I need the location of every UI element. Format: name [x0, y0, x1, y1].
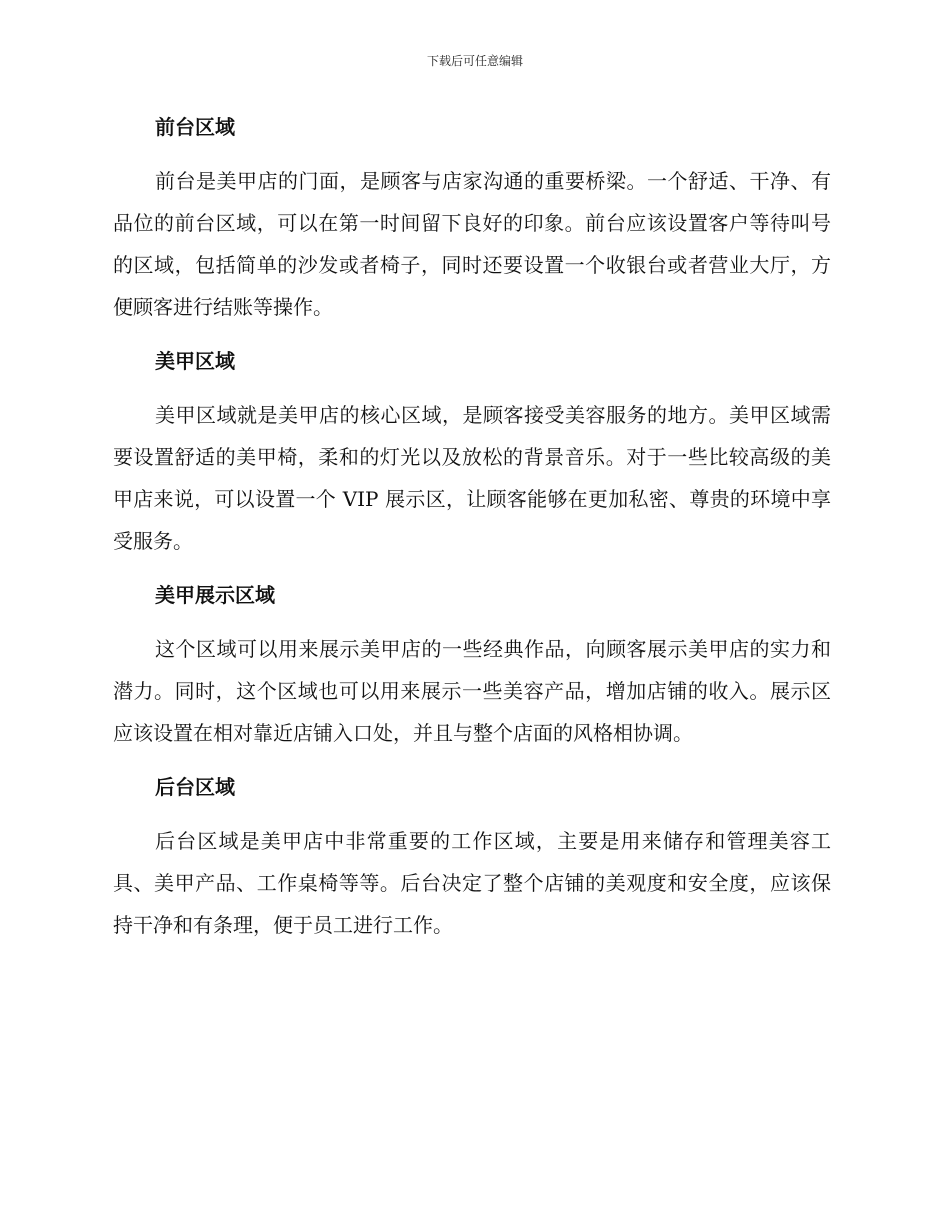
section-paragraph-back-area: 后台区域是美甲店中非常重要的工作区域，主要是用来储存和管理美容工具、美甲产品、工作桌椅等等。后台决定了整个店铺的美观度和安全度，应该保持干净和有条理，便于员工进行工作。	[113, 829, 831, 937]
document-body	[113, 106, 831, 958]
section-heading-front-desk: 前台区域	[155, 115, 235, 139]
section-paragraph-display-area: 这个区域可以用来展示美甲店的一些经典作品，向顾客展示美甲店的实力和潜力。同时，这个区域也可以用来展示一些美容产品，增加店铺的收入。展示区应该设置在相对靠近店铺入口处，并且与整个店面的风格相协调。	[113, 637, 831, 745]
section-paragraph-front-desk: 前台是美甲店的门面，是顾客与店家沟通的重要桥梁。一个舒适、干净、有品位的前台区域，可以在第一时间留下良好的印象。前台应该设置客户等待叫号的区域，包括简单的沙发或者椅子，同时还要设置一个收银台或者营业大厅，方便顾客进行结账等操作。	[113, 169, 831, 319]
page-header: 下载后可任意编辑	[426, 54, 523, 68]
section-heading-nail-area: 美甲区域	[155, 349, 235, 373]
section-heading-display-area: 美甲展示区域	[155, 583, 275, 607]
section-heading-back-area: 后台区域	[155, 775, 235, 799]
section-paragraph-nail-area: 美甲区域就是美甲店的核心区域，是顾客接受美容服务的地方。美甲区域需要设置舒适的美甲椅，柔和的灯光以及放松的背景音乐。对于一些比较高级的美甲店来说，可以设置一个 VIP 展示区，让顾客能够在更加私密、尊贵的环境中享受服务。	[113, 403, 831, 553]
